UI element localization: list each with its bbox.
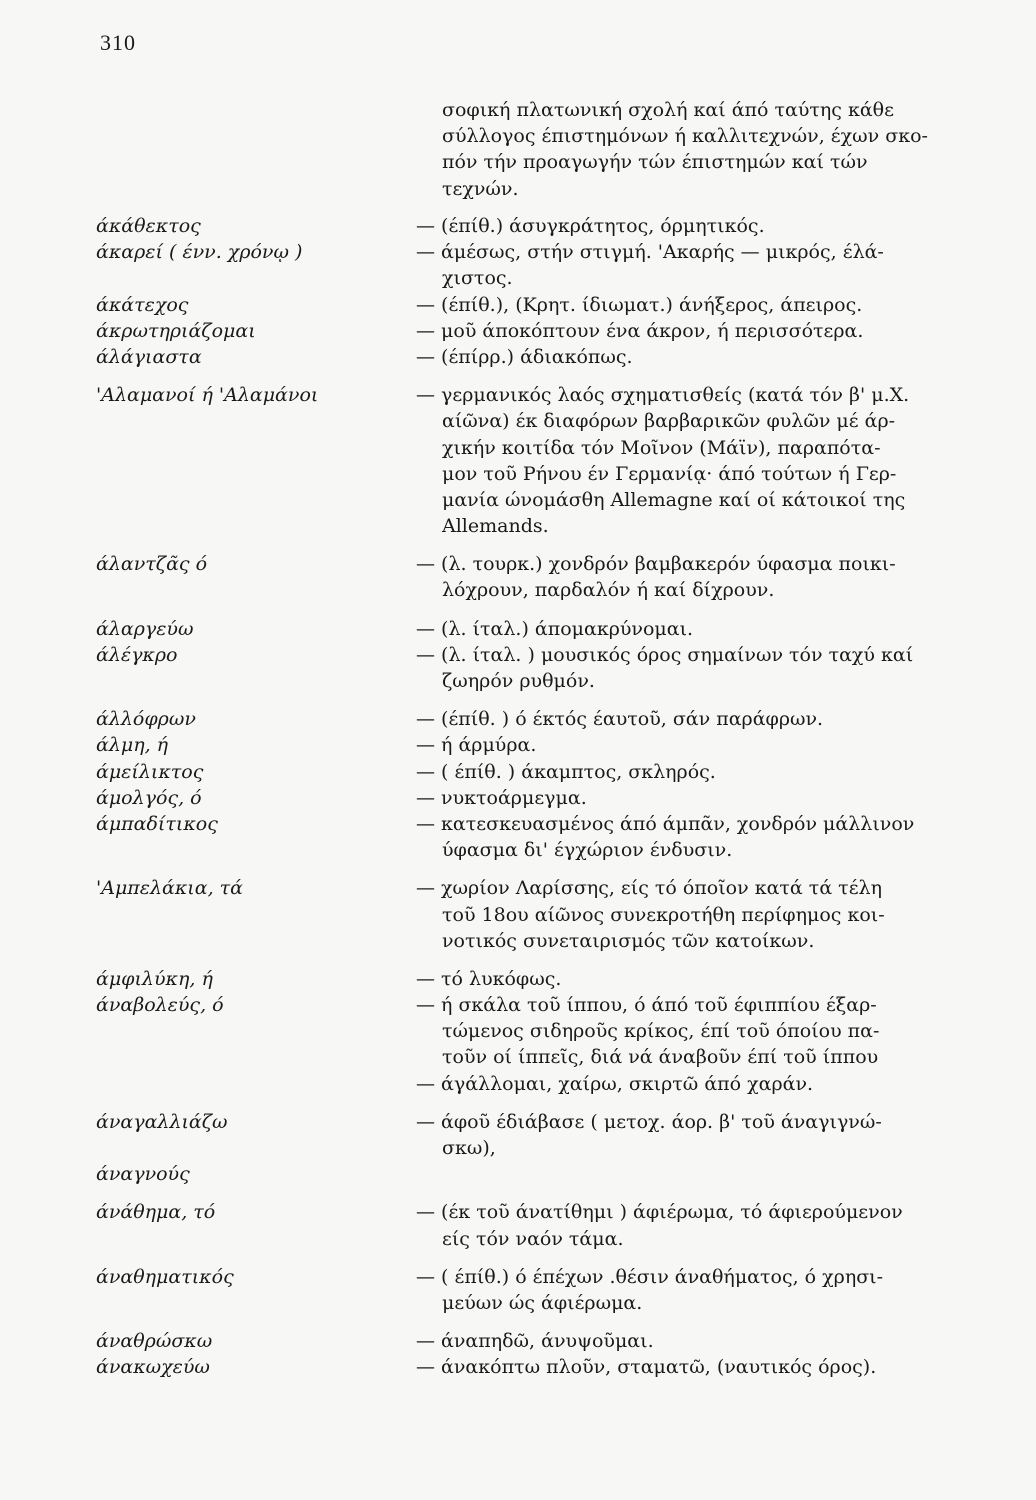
definition-line: — (έπίθ.), (Κρητ. ίδιωματ.) άνήξερος, άπειρος. [416, 293, 863, 316]
entry-definition [416, 875, 962, 954]
definition-line: μον τοῦ Ρήνου έν Γερμανίᾳ· άπό τούτων ή Γερ- [442, 462, 897, 485]
definition-line: — ( έπίθ. ) άκαμπτος, σκληρός. [416, 760, 716, 783]
entry-term: 'Αλαμανοί ή 'Αλαμάνοι [96, 384, 319, 407]
dictionary-entry [96, 966, 976, 992]
definition-line: χικήν κοιτίδα τόν Μοῖνον (Μάϊν), παραπότα- [442, 436, 881, 459]
entry-term: άλαντζᾶς ό [96, 553, 208, 576]
entry-definition [416, 732, 962, 758]
dictionary-entry [96, 344, 976, 370]
dictionary-entry [96, 1354, 976, 1380]
entry-definition [416, 213, 962, 239]
definition-line: τοῦ 18ου αίῶνος συνεκροτήθη περίφημος κοι- [442, 903, 885, 926]
definition-line: — (έκ τοῦ άνατίθημι ) άφιέρωμα, τό άφιερούμενον [416, 1201, 903, 1224]
definition-line: — άνακόπτω πλοῦν, σταματῶ, (ναυτικός όρος). [416, 1356, 877, 1379]
entry-term: άμείλικτος [96, 760, 204, 783]
definition-line: — μοῦ άποκόπτουν ένα άκρον, ή περισσότερα. [416, 319, 864, 342]
entry-term: άμπαδίτικος [96, 812, 218, 835]
intro-line: τεχνών. [442, 177, 519, 200]
definition-line: λόχρουν, παρδαλόν ή καί δίχρουν. [442, 579, 775, 602]
definition-line: ύφασμα δι' έγχώριον ένδυσιν. [442, 839, 733, 862]
entry-term: άναθρώσκω [96, 1330, 213, 1353]
dictionary-entry [96, 732, 976, 758]
dictionary-entry [96, 292, 976, 318]
entry-definition [416, 1328, 962, 1354]
entry-term: άμφιλύκη, ή [96, 967, 213, 990]
page-number: 310 [100, 30, 136, 55]
dictionary-entry [96, 1328, 976, 1354]
dictionary-entry [96, 785, 976, 811]
entry-definition [416, 785, 962, 811]
entry-term: άκάτεχος [96, 293, 189, 316]
definition-line: αίῶνα) έκ διαφόρων βαρβαρικῶν φυλῶν μέ άρ- [442, 410, 896, 433]
entry-definition [416, 759, 962, 785]
definition-line: Allemands. [442, 515, 549, 538]
intro-line: σοφική πλατωνική σχολή καί άπό ταύτης κάθε [442, 99, 894, 121]
definition-line: — (έπίθ.) άσυγκράτητος, όρμητικός. [416, 215, 765, 237]
entry-term: άναγνούς [96, 1163, 190, 1186]
entry-definition [416, 642, 962, 694]
entry-term: άναθηματικός [96, 1265, 234, 1288]
entry-term: άλέγκρο [96, 643, 178, 666]
definition-line: — νυκτοάρμεγμα. [416, 786, 587, 809]
definition-line: νοτικός συνεταιρισμός τῶν κατοίκων. [442, 929, 815, 952]
definition-line: — άγάλλομαι, χαίρω, σκιρτῶ άπό χαράν. [416, 1072, 814, 1095]
entry-definition [416, 239, 962, 291]
entry-definition [416, 1071, 962, 1097]
dictionary-entry [96, 318, 976, 344]
definition-line: τοῦν οί ίππεῖς, διά νά άναβοῦν έπί τοῦ ίππου [442, 1046, 879, 1069]
dictionary-entry [96, 1161, 976, 1187]
definition-line: ζωηρόν ρυθμόν. [442, 670, 595, 692]
entry-definition [416, 551, 962, 603]
definition-line: — (λ. ίταλ. ) μουσικός όρος σημαίνων τόν ταχύ καί [416, 643, 914, 666]
definition-line: χιστος. [442, 267, 513, 290]
definition-line: — γερμανικός λαός σχηματισθείς (κατά τόν β' μ.Χ. [416, 384, 910, 407]
definition-line: — ή άρμύρα. [416, 734, 537, 757]
definition-line: — (έπίρρ.) άδιακόπως. [416, 345, 633, 368]
entry-term: άκαρεί ( ένν. χρόνῳ ) [96, 241, 303, 264]
dictionary-entry [96, 1109, 976, 1161]
definition-line: — ή σκάλα τοῦ ίππου, ό άπό τοῦ έφιππίου έξαρ- [416, 994, 877, 1017]
definition-line: — κατεσκευασμένος άπό άμπᾶν, χονδρόν μάλλινον [416, 812, 915, 835]
entry-term: άκάθεκτος [96, 215, 201, 237]
dictionary-entries [96, 213, 976, 1381]
definition-line: είς τόν ναόν τάμα. [442, 1227, 624, 1250]
entry-term: άλάγιαστα [96, 345, 202, 368]
definition-line: — άναπηδῶ, άνυψοῦμαι. [416, 1330, 654, 1353]
intro-line: σύλλογος έπιστημόνων ή καλλιτεχνών, έχων σκο- [442, 125, 928, 148]
definition-line: — (λ. ίταλ.) άπομακρύνομαι. [416, 617, 694, 640]
entry-definition [416, 1109, 962, 1161]
dictionary-entry [96, 992, 976, 1071]
entry-term: άνάθημα, τό [96, 1201, 216, 1224]
definition-line: μεύων ώς άφιέρωμα. [442, 1291, 643, 1314]
intro-continuation [442, 97, 962, 202]
entry-definition [416, 706, 962, 732]
definition-line: τώμενος σιδηροῦς κρίκος, έπί τοῦ όποίου πα- [442, 1020, 880, 1043]
intro-line: πόν τήν προαγωγήν τών έπιστημών καί τών [442, 151, 868, 174]
definition-line: σκω), [442, 1137, 496, 1159]
definition-line: — ( έπίθ.) ό έπέχων .θέσιν άναθήματος, ό χρησι- [416, 1265, 884, 1288]
dictionary-entry [96, 213, 976, 239]
dictionary-entry [96, 551, 976, 603]
entry-term: άναγαλλιάζω [96, 1110, 228, 1133]
entry-definition [416, 318, 962, 344]
definition-line: — (λ. τουρκ.) χονδρόν βαμβακερόν ύφασμα ποικι- [416, 553, 896, 576]
entry-term: άναβολεύς, ό [96, 994, 224, 1017]
entry-definition [416, 966, 962, 992]
entry-term: άνακωχεύω [96, 1356, 210, 1379]
entry-definition [416, 1199, 962, 1251]
entry-definition [416, 382, 962, 539]
dictionary-entry [96, 382, 976, 539]
entry-definition [416, 1264, 962, 1316]
definition-line: — χωρίον Λαρίσσης, είς τό όποῖον κατά τά τέλη [416, 877, 882, 900]
entry-definition [416, 1161, 962, 1187]
dictionary-entry [96, 642, 976, 694]
dictionary-entry [96, 706, 976, 732]
dictionary-entry [96, 1071, 976, 1097]
definition-line: — άφοῦ έδιάβασε ( μετοχ. άορ. β' τοῦ άναγιγνώ- [416, 1110, 882, 1133]
entry-term: 'Αμπελάκια, τά [96, 877, 244, 900]
entry-term: άμολγός, ό [96, 786, 202, 809]
entry-term: άκρωτηριάζομαι [96, 319, 256, 342]
definition-line: — (έπίθ. ) ό έκτός έαυτοῦ, σάν παράφρων. [416, 708, 824, 731]
definition-line: — τό λυκόφως. [416, 967, 562, 990]
entry-definition [416, 292, 962, 318]
entry-definition [416, 992, 962, 1071]
entry-term: άλμη, ή [96, 734, 169, 757]
entry-definition [416, 811, 962, 863]
dictionary-entry [96, 759, 976, 785]
dictionary-entry [96, 1199, 976, 1251]
dictionary-entry [96, 811, 976, 863]
entry-term: άλλόφρων [96, 708, 196, 731]
entry-definition [416, 616, 962, 642]
dictionary-entry [96, 239, 976, 291]
dictionary-entry [96, 875, 976, 954]
definition-line: μανία ώνομάσθη Allemagne καί οί κάτοικοί της [442, 488, 906, 511]
entry-definition [416, 344, 962, 370]
definition-line: — άμέσως, στήν στιγμή. 'Ακαρής — μικρός, έλά- [416, 241, 884, 264]
dictionary-entry [96, 616, 976, 642]
dictionary-entry [96, 1264, 976, 1316]
entry-term: άλαργεύω [96, 617, 194, 640]
entry-definition [416, 1354, 962, 1380]
